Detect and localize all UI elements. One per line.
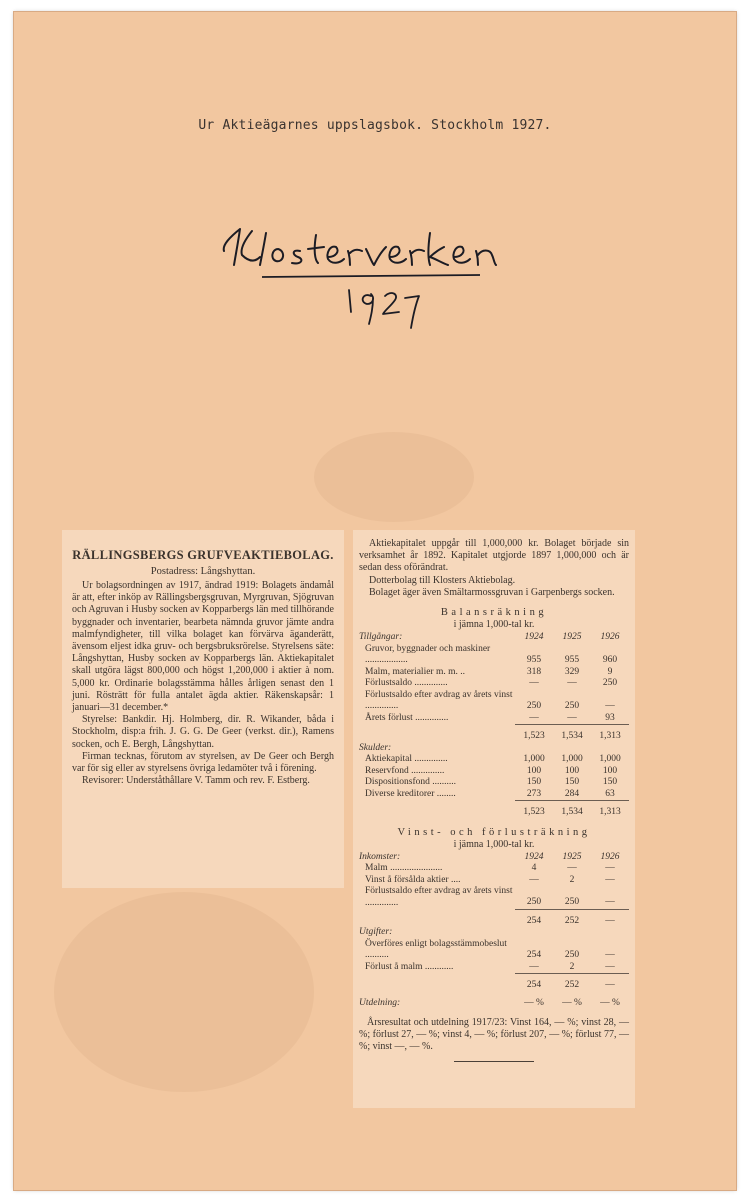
row-value: 329 <box>564 666 580 677</box>
expenses-total: 252 <box>553 974 591 992</box>
row-value: 250 <box>526 701 542 712</box>
row-value: — <box>529 961 539 972</box>
row-label: Årets förlust .............. <box>365 713 449 724</box>
balance-table <box>359 632 629 819</box>
year-col: 1924 <box>524 632 544 643</box>
table-row <box>359 690 629 713</box>
row-label: Diverse kreditorer ........ <box>365 789 456 800</box>
table-row <box>359 875 629 887</box>
end-rule <box>454 1061 534 1062</box>
table-row <box>359 667 629 679</box>
row-value: 250 <box>602 678 618 689</box>
year-col: 1925 <box>562 632 582 643</box>
annual-results: Årsresultat och utdelning 1917/23: Vinst 164, — %; vinst 28, — %; förlust 27, — %; vinst 4, — %; förlust 207, — %; förlust 77, — %; vinst —, — %. <box>359 1017 629 1053</box>
dividend-value: — % <box>600 997 620 1008</box>
row-value: 250 <box>526 897 542 908</box>
subsidiary-paragraph: Dotterbolag till Klosters Aktiebolag. <box>369 574 516 586</box>
year-col: 1926 <box>600 632 620 643</box>
row-value: — <box>605 863 615 874</box>
row-value: 1,000 <box>599 754 621 765</box>
row-label: Förlustsaldo efter avdrag av årets vinst .............. <box>365 689 513 712</box>
table-row <box>359 962 629 974</box>
year-col: 1926 <box>600 851 620 862</box>
expenses-label: Utgifter: <box>359 927 393 938</box>
balance-subtitle: i jämna 1,000-tal kr. <box>453 619 535 631</box>
row-value: 100 <box>526 765 542 776</box>
row-value: — <box>529 874 539 885</box>
table-row <box>359 777 629 789</box>
row-value: 4 <box>531 863 537 874</box>
income-total: — <box>591 909 629 927</box>
row-value: 955 <box>564 655 580 666</box>
row-label: Malm ...................... <box>365 863 443 874</box>
row-value: 1,000 <box>561 754 583 765</box>
table-row <box>359 886 629 909</box>
liabilities-total: 1,523 <box>515 801 553 819</box>
row-value: 150 <box>602 777 618 788</box>
mine-paragraph: Bolaget äger även Smältarmossgruvan i Garpenbergs socken. <box>369 586 615 598</box>
row-value: — <box>605 961 615 972</box>
row-label: Överföres enligt bolagsstämmobeslut .......... <box>365 938 507 961</box>
table-row <box>359 754 629 766</box>
typed-header: Ur Aktieägarnes uppslagsbok. Stockholm 1927. <box>198 118 552 133</box>
dividend-value: — % <box>524 997 544 1008</box>
table-row <box>359 766 629 778</box>
expenses-total: — <box>591 974 629 992</box>
income-label: Inkomster: <box>359 851 401 862</box>
liabilities-label: Skulder: <box>359 742 392 753</box>
signatory-paragraph: Firman tecknas, förutom av styrelsen, av De Geer och Bergh var för sig eller av styrelsens övriga ledamöter två i förening. <box>72 750 334 775</box>
company-heading: RÄLLINGSBERGS GRUFVEAKTIEBOLAG. <box>72 548 334 562</box>
row-value: 318 <box>526 666 542 677</box>
expenses-total: 254 <box>515 974 553 992</box>
table-row <box>359 789 629 801</box>
row-label: Förlust å malm ............ <box>365 962 454 973</box>
liabilities-total: 1,534 <box>553 801 591 819</box>
table-row <box>359 939 629 962</box>
assets-total: 1,313 <box>591 725 629 743</box>
row-value: 273 <box>526 788 542 799</box>
bylaws-paragraph: Ur bolagsordningen av 1917, ändrad 1919: Bolagets ändamål är att, efter inköp av Rällingsbergsgruvan, Myrgruvan, Sjögruvan och Agruvan i Husby socken av Kopparbergs län med tillhörande byggnader och inventarier, bearbeta nämnda gruvor jämte andra malmfyndigheter, till vilka bolaget kan förvärva äganderätt, ävensom eljest idka gruv- och bergsbruksrörelse. Styrelsens säte: Långshyttan, Husby socken av Kopparbergs län. Aktiekapitalet skall utgöra lägst 800,000 och högst 1,200,000 i aktier à nom. 5,000 kr. Ordinarie bolagsstämma hålles årligen senast den 1 juni. Rösträtt för fulla antalet ägda aktier. Räkenskapsår: 1 januari—31 december.* <box>72 580 334 714</box>
table-row <box>359 863 629 875</box>
row-value: 9 <box>607 666 613 677</box>
row-value: 284 <box>564 788 580 799</box>
left-clipping <box>62 530 344 888</box>
table-row <box>359 678 629 690</box>
assets-total: 1,534 <box>553 725 591 743</box>
table-row <box>359 713 629 725</box>
row-value: 250 <box>564 897 580 908</box>
row-value: 250 <box>564 950 580 961</box>
handwritten-year <box>329 282 439 332</box>
row-value: 1,000 <box>523 754 545 765</box>
row-value: 63 <box>605 788 615 799</box>
income-total: 252 <box>553 909 591 927</box>
row-value: 150 <box>526 777 542 788</box>
row-value: 254 <box>526 950 542 961</box>
board-paragraph: Styrelse: Bankdir. Hj. Holmberg, dir. R. Wikander, båda i Stockholm, disp:a frih. J. G. G. De Geer (verkst. dir.), Ramens socken, och E. Bergh, Långshyttan. <box>72 714 334 750</box>
row-value: 93 <box>605 712 615 723</box>
document-page <box>14 12 736 1190</box>
row-value: 100 <box>602 765 618 776</box>
row-value: — <box>529 712 539 723</box>
row-value: — <box>605 701 615 712</box>
row-value: — <box>605 950 615 961</box>
row-label: Dispositionsfond .......... <box>365 777 457 788</box>
row-value: — <box>567 712 577 723</box>
row-value: — <box>605 897 615 908</box>
row-value: 250 <box>564 701 580 712</box>
row-label: Förlustsaldo .............. <box>365 678 448 689</box>
income-total: 254 <box>515 909 553 927</box>
row-value: — <box>605 874 615 885</box>
auditors-paragraph: Revisorer: Underståthållare V. Tamm och rev. F. Estberg. <box>82 775 310 787</box>
liabilities-total: 1,313 <box>591 801 629 819</box>
profit-loss-subtitle: i jämna 1,000-tal kr. <box>453 838 535 850</box>
dividend-label: Utdelning: <box>359 997 401 1008</box>
assets-total: 1,523 <box>515 725 553 743</box>
assets-label: Tillgångar: <box>359 632 403 643</box>
row-value: — <box>567 863 577 874</box>
dividend-value: — % <box>562 997 582 1008</box>
row-value: 150 <box>564 777 580 788</box>
row-value: 955 <box>526 655 542 666</box>
row-value: 2 <box>569 874 575 885</box>
row-label: Gruvor, byggnader och maskiner .................. <box>365 643 491 666</box>
table-row <box>359 644 629 667</box>
row-value: 100 <box>564 765 580 776</box>
balance-title: Balansräkning <box>440 607 548 619</box>
year-col: 1924 <box>524 851 544 862</box>
right-clipping <box>353 530 635 1108</box>
postal-address: Postadress: Långshyttan. <box>150 566 256 577</box>
row-label: Aktiekapital .............. <box>365 754 448 765</box>
row-label: Reservfond .............. <box>365 765 445 776</box>
row-value: — <box>567 678 577 689</box>
row-value: — <box>529 678 539 689</box>
row-value: 960 <box>602 655 618 666</box>
row-label: Vinst å försålda aktier .... <box>365 874 461 885</box>
row-value: 2 <box>569 961 575 972</box>
profit-loss-title: Vinst- och förlusträkning <box>397 826 591 838</box>
row-label: Förlustsaldo efter avdrag av årets vinst .............. <box>365 886 513 908</box>
profit-loss-table <box>359 852 629 1010</box>
year-col: 1925 <box>562 851 582 862</box>
row-label: Malm, materialier m. m. .. <box>365 666 465 677</box>
capital-paragraph: Aktiekapitalet uppgår till 1,000,000 kr. Bolaget började sin verksamhet år 1892. Kapitalet utgjorde 1897 1,000,000 och är sedan dess oförändrat. <box>359 538 629 574</box>
